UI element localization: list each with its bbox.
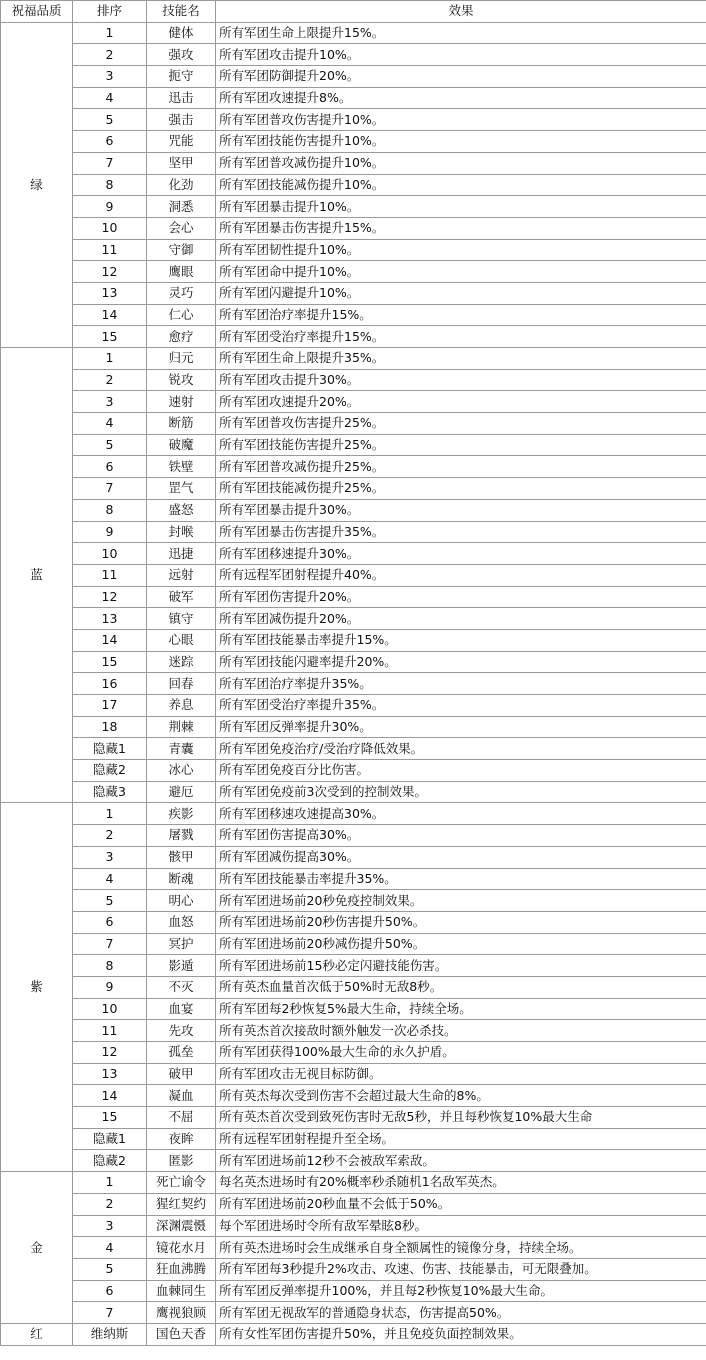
order-cell: 18	[73, 716, 147, 738]
order-cell: 12	[73, 586, 147, 608]
order-cell: 10	[73, 543, 147, 565]
skill-name-cell: 避厄	[147, 781, 216, 803]
effect-cell: 所有军团反弹率提升100%，并且每2秒恢复10%最大生命。	[216, 1280, 706, 1302]
order-cell: 7	[73, 152, 147, 174]
effect-cell: 所有军团暴击伤害提升15%。	[216, 217, 706, 239]
effect-cell: 所有军团每3秒提升2%攻击、攻速、伤害、技能暴击，可无限叠加。	[216, 1258, 706, 1280]
skill-name-cell: 罡气	[147, 478, 216, 500]
skill-name-cell: 屠戮	[147, 825, 216, 847]
skill-name-cell: 血棘同生	[147, 1280, 216, 1302]
skill-name-cell: 咒能	[147, 131, 216, 153]
skill-name-cell: 破甲	[147, 1063, 216, 1085]
effect-cell: 所有军团减伤提高30%。	[216, 846, 706, 868]
order-cell: 9	[73, 521, 147, 543]
order-cell: 8	[73, 174, 147, 196]
effect-cell: 所有军团生命上限提升35%。	[216, 348, 706, 370]
order-cell: 11	[73, 564, 147, 586]
order-cell: 14	[73, 629, 147, 651]
table-row	[1, 152, 706, 174]
order-cell: 11	[73, 1020, 147, 1042]
table-row	[1, 391, 706, 413]
effect-cell: 所有军团移速提升30%。	[216, 543, 706, 565]
table-row	[1, 369, 706, 391]
skill-name-cell: 归元	[147, 348, 216, 370]
table-row	[1, 695, 706, 717]
table-row	[1, 217, 706, 239]
order-cell: 15	[73, 651, 147, 673]
skill-name-cell: 迅捷	[147, 543, 216, 565]
skill-name-cell: 鹰眼	[147, 261, 216, 283]
table-row	[1, 976, 706, 998]
effect-cell: 所有军团韧性提升10%。	[216, 239, 706, 261]
table-row	[1, 261, 706, 283]
skill-name-cell: 心眼	[147, 629, 216, 651]
order-cell: 6	[73, 911, 147, 933]
effect-cell: 所有军团进场前15秒必定闪避技能伤害。	[216, 955, 706, 977]
table-row	[1, 911, 706, 933]
header-skill-name: 技能名	[147, 1, 216, 23]
order-cell: 维纳斯	[73, 1323, 147, 1345]
effect-cell: 所有军团攻速提升20%。	[216, 391, 706, 413]
effect-cell: 所有军团无视敌军的普通隐身状态，伤害提高50%。	[216, 1302, 706, 1324]
table-row	[1, 413, 706, 435]
order-cell: 6	[73, 1280, 147, 1302]
effect-cell: 所有军团生命上限提升15%。	[216, 22, 706, 44]
skill-name-cell: 封喉	[147, 521, 216, 543]
order-cell: 6	[73, 131, 147, 153]
order-cell: 3	[73, 391, 147, 413]
skill-name-cell: 狂血沸腾	[147, 1258, 216, 1280]
table-row	[1, 673, 706, 695]
effect-cell: 所有英杰血量首次低于50%时无敌8秒。	[216, 976, 706, 998]
skill-name-cell: 养息	[147, 695, 216, 717]
order-cell: 13	[73, 1063, 147, 1085]
table-row	[1, 1042, 706, 1064]
table-row	[1, 1323, 706, 1345]
skill-name-cell: 冥护	[147, 933, 216, 955]
effect-cell: 所有军团普攻减伤提升10%。	[216, 152, 706, 174]
table-row	[1, 456, 706, 478]
table-row	[1, 499, 706, 521]
effect-cell: 所有军团普攻伤害提升10%。	[216, 109, 706, 131]
effect-cell: 所有军团进场前20秒减伤提升50%。	[216, 933, 706, 955]
effect-cell: 所有远程军团射程提升40%。	[216, 564, 706, 586]
table-row	[1, 434, 706, 456]
order-cell: 7	[73, 478, 147, 500]
order-cell: 隐藏3	[73, 781, 147, 803]
skill-name-cell: 血怒	[147, 911, 216, 933]
effect-cell: 所有军团免疫百分比伤害。	[216, 760, 706, 782]
order-cell: 8	[73, 955, 147, 977]
skill-name-cell: 夜眸	[147, 1128, 216, 1150]
quality-cell: 紫	[1, 803, 73, 1172]
table-row	[1, 109, 706, 131]
table-row	[1, 1020, 706, 1042]
skill-name-cell: 愈疗	[147, 326, 216, 348]
skill-name-cell: 远射	[147, 564, 216, 586]
effect-cell: 所有军团攻击无视目标防御。	[216, 1063, 706, 1085]
order-cell: 14	[73, 304, 147, 326]
effect-cell: 所有军团技能伤害提升10%。	[216, 131, 706, 153]
order-cell: 隐藏1	[73, 1128, 147, 1150]
order-cell: 4	[73, 87, 147, 109]
table-row	[1, 478, 706, 500]
skill-name-cell: 镇守	[147, 608, 216, 630]
effect-cell: 所有英杰首次受到致死伤害时无敌5秒，并且每秒恢复10%最大生命	[216, 1107, 706, 1129]
table-row	[1, 608, 706, 630]
effect-cell: 所有军团攻速提升8%。	[216, 87, 706, 109]
effect-cell: 所有军团免疫前3次受到的控制效果。	[216, 781, 706, 803]
effect-cell: 所有军团暴击提升10%。	[216, 196, 706, 218]
quality-cell: 金	[1, 1172, 73, 1324]
table-row	[1, 131, 706, 153]
order-cell: 9	[73, 976, 147, 998]
effect-cell: 所有军团技能暴击率提升35%。	[216, 868, 706, 890]
table-row	[1, 1280, 706, 1302]
effect-cell: 所有军团技能减伤提升25%。	[216, 478, 706, 500]
order-cell: 1	[73, 22, 147, 44]
table-row	[1, 1172, 706, 1194]
effect-cell: 所有军团受治疗率提升35%。	[216, 695, 706, 717]
table-row	[1, 1107, 706, 1129]
skill-name-cell: 匿影	[147, 1150, 216, 1172]
table-row	[1, 651, 706, 673]
table-row	[1, 890, 706, 912]
effect-cell: 所有军团进场前12秒不会被敌军索敌。	[216, 1150, 706, 1172]
skill-name-cell: 仁心	[147, 304, 216, 326]
skill-name-cell: 疾影	[147, 803, 216, 825]
skill-name-cell: 明心	[147, 890, 216, 912]
header-order: 排序	[73, 1, 147, 23]
table-row	[1, 803, 706, 825]
header-quality: 祝福品质	[1, 1, 73, 23]
skill-name-cell: 青囊	[147, 738, 216, 760]
table-row	[1, 760, 706, 782]
skill-name-cell: 先攻	[147, 1020, 216, 1042]
skill-name-cell: 灵巧	[147, 282, 216, 304]
quality-cell: 红	[1, 1323, 73, 1345]
order-cell: 4	[73, 868, 147, 890]
order-cell: 5	[73, 434, 147, 456]
skill-name-cell: 强击	[147, 109, 216, 131]
effect-cell: 所有英杰进场时会生成继承自身全额属性的镜像分身，持续全场。	[216, 1237, 706, 1259]
table-row	[1, 868, 706, 890]
effect-cell: 所有英杰首次接敌时额外触发一次必杀技。	[216, 1020, 706, 1042]
skill-name-cell: 铁壁	[147, 456, 216, 478]
skill-name-cell: 不屈	[147, 1107, 216, 1129]
effect-cell: 所有军团伤害提升20%。	[216, 586, 706, 608]
order-cell: 8	[73, 499, 147, 521]
order-cell: 2	[73, 369, 147, 391]
table-row	[1, 543, 706, 565]
order-cell: 16	[73, 673, 147, 695]
order-cell: 9	[73, 196, 147, 218]
table-row	[1, 239, 706, 261]
skill-name-cell: 血宴	[147, 998, 216, 1020]
skill-name-cell: 鹰视狼顾	[147, 1302, 216, 1324]
table-body	[1, 22, 706, 1345]
skill-name-cell: 健体	[147, 22, 216, 44]
skill-name-cell: 速射	[147, 391, 216, 413]
skill-name-cell: 强攻	[147, 44, 216, 66]
skill-name-cell: 影遁	[147, 955, 216, 977]
skill-name-cell: 国色天香	[147, 1323, 216, 1345]
effect-cell: 所有军团攻击提升30%。	[216, 369, 706, 391]
effect-cell: 所有军团普攻伤害提升25%。	[216, 413, 706, 435]
skill-name-cell: 会心	[147, 217, 216, 239]
skill-name-cell: 骸甲	[147, 846, 216, 868]
table-row	[1, 1258, 706, 1280]
effect-cell: 所有远程军团射程提升至全场。	[216, 1128, 706, 1150]
effect-cell: 所有军团攻击提升10%。	[216, 44, 706, 66]
skill-name-cell: 断筋	[147, 413, 216, 435]
effect-cell: 所有军团伤害提高30%。	[216, 825, 706, 847]
skill-name-cell: 守御	[147, 239, 216, 261]
skill-name-cell: 化劲	[147, 174, 216, 196]
skill-name-cell: 扼守	[147, 66, 216, 88]
order-cell: 10	[73, 998, 147, 1020]
table-row	[1, 846, 706, 868]
skill-name-cell: 迅击	[147, 87, 216, 109]
order-cell: 12	[73, 1042, 147, 1064]
table-row	[1, 87, 706, 109]
order-cell: 5	[73, 890, 147, 912]
table-row	[1, 66, 706, 88]
skill-name-cell: 不灭	[147, 976, 216, 998]
effect-cell: 所有军团移速攻速提高30%。	[216, 803, 706, 825]
table-row	[1, 1150, 706, 1172]
effect-cell: 所有英杰每次受到伤害不会超过最大生命的8%。	[216, 1085, 706, 1107]
table-row	[1, 564, 706, 586]
table-row	[1, 781, 706, 803]
order-cell: 3	[73, 846, 147, 868]
table-row	[1, 521, 706, 543]
order-cell: 4	[73, 413, 147, 435]
order-cell: 5	[73, 109, 147, 131]
table-row	[1, 196, 706, 218]
quality-cell: 绿	[1, 22, 73, 347]
skill-name-cell: 破魔	[147, 434, 216, 456]
skill-name-cell: 盛怒	[147, 499, 216, 521]
effect-cell: 所有军团技能闪避率提升20%。	[216, 651, 706, 673]
table-row	[1, 586, 706, 608]
effect-cell: 所有女性军团伤害提升50%，并且免疫负面控制效果。	[216, 1323, 706, 1345]
effect-cell: 所有军团免疫治疗/受治疗降低效果。	[216, 738, 706, 760]
order-cell: 3	[73, 1215, 147, 1237]
order-cell: 6	[73, 456, 147, 478]
table-row	[1, 304, 706, 326]
table-row	[1, 1063, 706, 1085]
table-row	[1, 738, 706, 760]
effect-cell: 所有军团每2秒恢复5%最大生命，持续全场。	[216, 998, 706, 1020]
order-cell: 13	[73, 282, 147, 304]
order-cell: 1	[73, 1172, 147, 1194]
skill-name-cell: 孤垒	[147, 1042, 216, 1064]
header-effect: 效果	[216, 1, 706, 23]
table-row	[1, 1302, 706, 1324]
skill-name-cell: 荆棘	[147, 716, 216, 738]
effect-cell: 所有军团受治疗率提升15%。	[216, 326, 706, 348]
effect-cell: 所有军团命中提升10%。	[216, 261, 706, 283]
table-row	[1, 22, 706, 44]
table-row	[1, 716, 706, 738]
table-row	[1, 1215, 706, 1237]
table-row	[1, 1193, 706, 1215]
order-cell: 17	[73, 695, 147, 717]
order-cell: 14	[73, 1085, 147, 1107]
skill-name-cell: 回春	[147, 673, 216, 695]
skill-name-cell: 镜花水月	[147, 1237, 216, 1259]
order-cell: 12	[73, 261, 147, 283]
effect-cell: 所有军团进场前20秒免疫控制效果。	[216, 890, 706, 912]
skill-name-cell: 洞悉	[147, 196, 216, 218]
order-cell: 2	[73, 1193, 147, 1215]
table-row	[1, 629, 706, 651]
order-cell: 15	[73, 1107, 147, 1129]
effect-cell: 所有军团闪避提升10%。	[216, 282, 706, 304]
skill-name-cell: 冰心	[147, 760, 216, 782]
order-cell: 7	[73, 1302, 147, 1324]
effect-cell: 所有军团技能伤害提升25%。	[216, 434, 706, 456]
effect-cell: 每名英杰进场时有20%概率秒杀随机1名敌军英杰。	[216, 1172, 706, 1194]
table-row	[1, 1237, 706, 1259]
order-cell: 3	[73, 66, 147, 88]
effect-cell: 所有军团获得100%最大生命的永久护盾。	[216, 1042, 706, 1064]
order-cell: 隐藏2	[73, 760, 147, 782]
skill-name-cell: 迷踪	[147, 651, 216, 673]
header-row	[1, 1, 706, 23]
table-row	[1, 933, 706, 955]
table-row	[1, 174, 706, 196]
order-cell: 4	[73, 1237, 147, 1259]
effect-cell: 所有军团技能减伤提升10%。	[216, 174, 706, 196]
effect-cell: 所有军团暴击提升30%。	[216, 499, 706, 521]
skill-name-cell: 凝血	[147, 1085, 216, 1107]
order-cell: 1	[73, 803, 147, 825]
skill-name-cell: 深渊震慑	[147, 1215, 216, 1237]
effect-cell: 所有军团普攻减伤提升25%。	[216, 456, 706, 478]
effect-cell: 所有军团进场前20秒伤害提升50%。	[216, 911, 706, 933]
order-cell: 13	[73, 608, 147, 630]
table-row	[1, 282, 706, 304]
effect-cell: 所有军团技能暴击率提升15%。	[216, 629, 706, 651]
skill-name-cell: 死亡谕令	[147, 1172, 216, 1194]
table-row	[1, 348, 706, 370]
table-row	[1, 1128, 706, 1150]
skill-name-cell: 锐攻	[147, 369, 216, 391]
effect-cell: 所有军团暴击伤害提升35%。	[216, 521, 706, 543]
effect-cell: 所有军团治疗率提升35%。	[216, 673, 706, 695]
order-cell: 7	[73, 933, 147, 955]
effect-cell: 所有军团进场前20秒血量不会低于50%。	[216, 1193, 706, 1215]
table-row	[1, 1085, 706, 1107]
order-cell: 10	[73, 217, 147, 239]
order-cell: 隐藏2	[73, 1150, 147, 1172]
order-cell: 隐藏1	[73, 738, 147, 760]
quality-cell: 蓝	[1, 348, 73, 803]
skill-name-cell: 猩红契约	[147, 1193, 216, 1215]
table-row	[1, 44, 706, 66]
order-cell: 11	[73, 239, 147, 261]
effect-cell: 所有军团反弹率提升30%。	[216, 716, 706, 738]
skill-name-cell: 断魂	[147, 868, 216, 890]
order-cell: 1	[73, 348, 147, 370]
table-row	[1, 998, 706, 1020]
table-row	[1, 825, 706, 847]
effect-cell: 每个军团进场时令所有敌军晕眩8秒。	[216, 1215, 706, 1237]
effect-cell: 所有军团防御提升20%。	[216, 66, 706, 88]
effect-cell: 所有军团治疗率提升15%。	[216, 304, 706, 326]
order-cell: 5	[73, 1258, 147, 1280]
table-row	[1, 326, 706, 348]
effect-cell: 所有军团减伤提升20%。	[216, 608, 706, 630]
order-cell: 2	[73, 44, 147, 66]
table-row	[1, 955, 706, 977]
skill-name-cell: 坚甲	[147, 152, 216, 174]
skill-name-cell: 破军	[147, 586, 216, 608]
order-cell: 2	[73, 825, 147, 847]
order-cell: 15	[73, 326, 147, 348]
